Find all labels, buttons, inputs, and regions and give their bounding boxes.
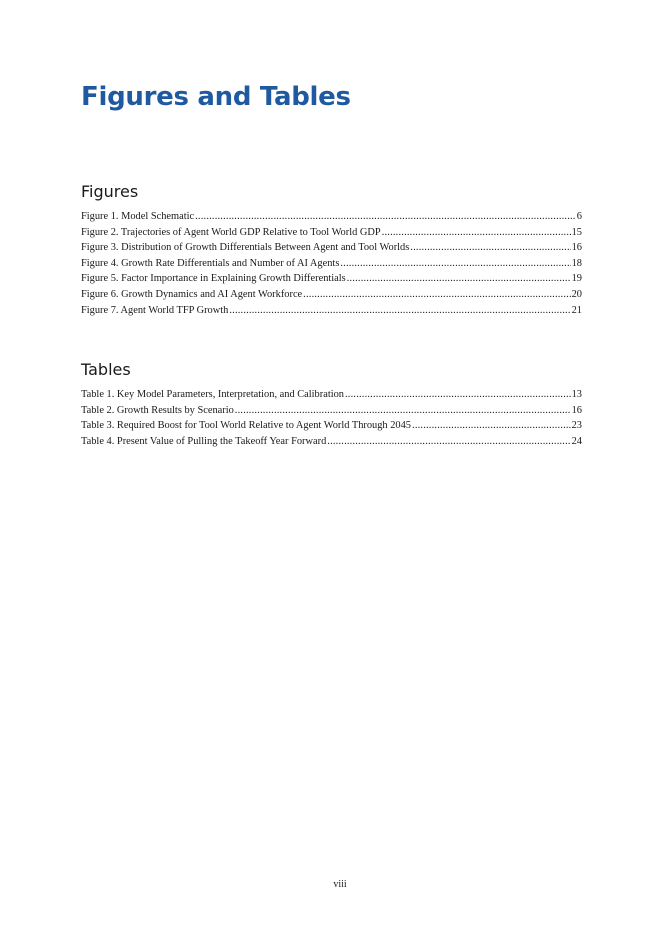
toc-entry-figure-3[interactable] [81,240,582,256]
tables-list [81,387,582,449]
toc-entry-label: Table 2. Growth Results by Scenario [81,404,234,416]
toc-entry-page: 13 [571,389,582,400]
dot-leader [410,240,570,256]
toc-entry-page: 16 [571,404,582,416]
toc-entry-page: 18 [571,257,582,269]
dot-leader [347,271,571,287]
toc-entry-page: 21 [571,304,582,316]
dot-leader [303,287,570,303]
toc-entry-table-1[interactable] [81,387,582,403]
dot-leader [345,387,571,403]
figures-list [81,209,582,318]
toc-entry-page: 20 [571,288,582,300]
toc-entry-label: Figure 7. Agent World TFP Growth [81,304,229,316]
toc-entry-table-2[interactable] [81,403,582,419]
toc-entry-figure-2[interactable] [81,225,582,241]
figures-heading: Figures [81,182,139,201]
page-title: Figures and Tables [81,82,351,112]
toc-entry-table-3[interactable] [81,418,582,434]
toc-entry-label: Figure 2. Trajectories of Agent World GDP Relative to Tool World GDP [81,226,381,238]
toc-entry-page: 23 [571,420,582,432]
toc-entry-figure-5[interactable] [81,271,582,287]
toc-entry-label: Figure 6. Growth Dynamics and AI Agent Workforce [81,288,303,300]
page-number: viii [333,879,347,890]
dot-leader [327,434,570,450]
dot-leader [235,403,571,419]
toc-entry-label: Figure 5. Factor Importance in Explaining Growth Differentials [81,273,346,285]
toc-entry-label: Table 4. Present Value of Pulling the Takeoff Year Forward [81,435,327,447]
toc-entry-label: Figure 4. Growth Rate Differentials and Number of AI Agents [81,257,340,269]
dot-leader [412,418,571,434]
dot-leader [195,209,576,225]
toc-entry-label: Table 3. Required Boost for Tool World Relative to Agent World Through 2045 [81,420,412,432]
toc-entry-table-4[interactable] [81,434,582,450]
toc-entry-label: Figure 3. Distribution of Growth Differentials Between Agent and Tool Worlds [81,242,410,254]
toc-entry-figure-7[interactable] [81,303,582,319]
toc-entry-page: 24 [571,435,582,447]
toc-entry-page: 19 [571,273,582,285]
dot-leader [340,256,570,272]
tables-heading: Tables [81,360,131,379]
toc-entry-figure-4[interactable] [81,256,582,272]
toc-entry-label: Figure 1. Model Schematic [81,211,195,222]
toc-entry-page: 16 [571,242,582,254]
dot-leader [382,225,571,241]
toc-entry-figure-6[interactable] [81,287,582,303]
toc-entry-page: 6 [576,211,582,222]
toc-entry-page: 15 [571,226,582,238]
toc-entry-figure-1[interactable] [81,209,582,225]
toc-entry-label: Table 1. Key Model Parameters, Interpretation, and Calibration [81,389,344,400]
dot-leader [229,303,570,319]
